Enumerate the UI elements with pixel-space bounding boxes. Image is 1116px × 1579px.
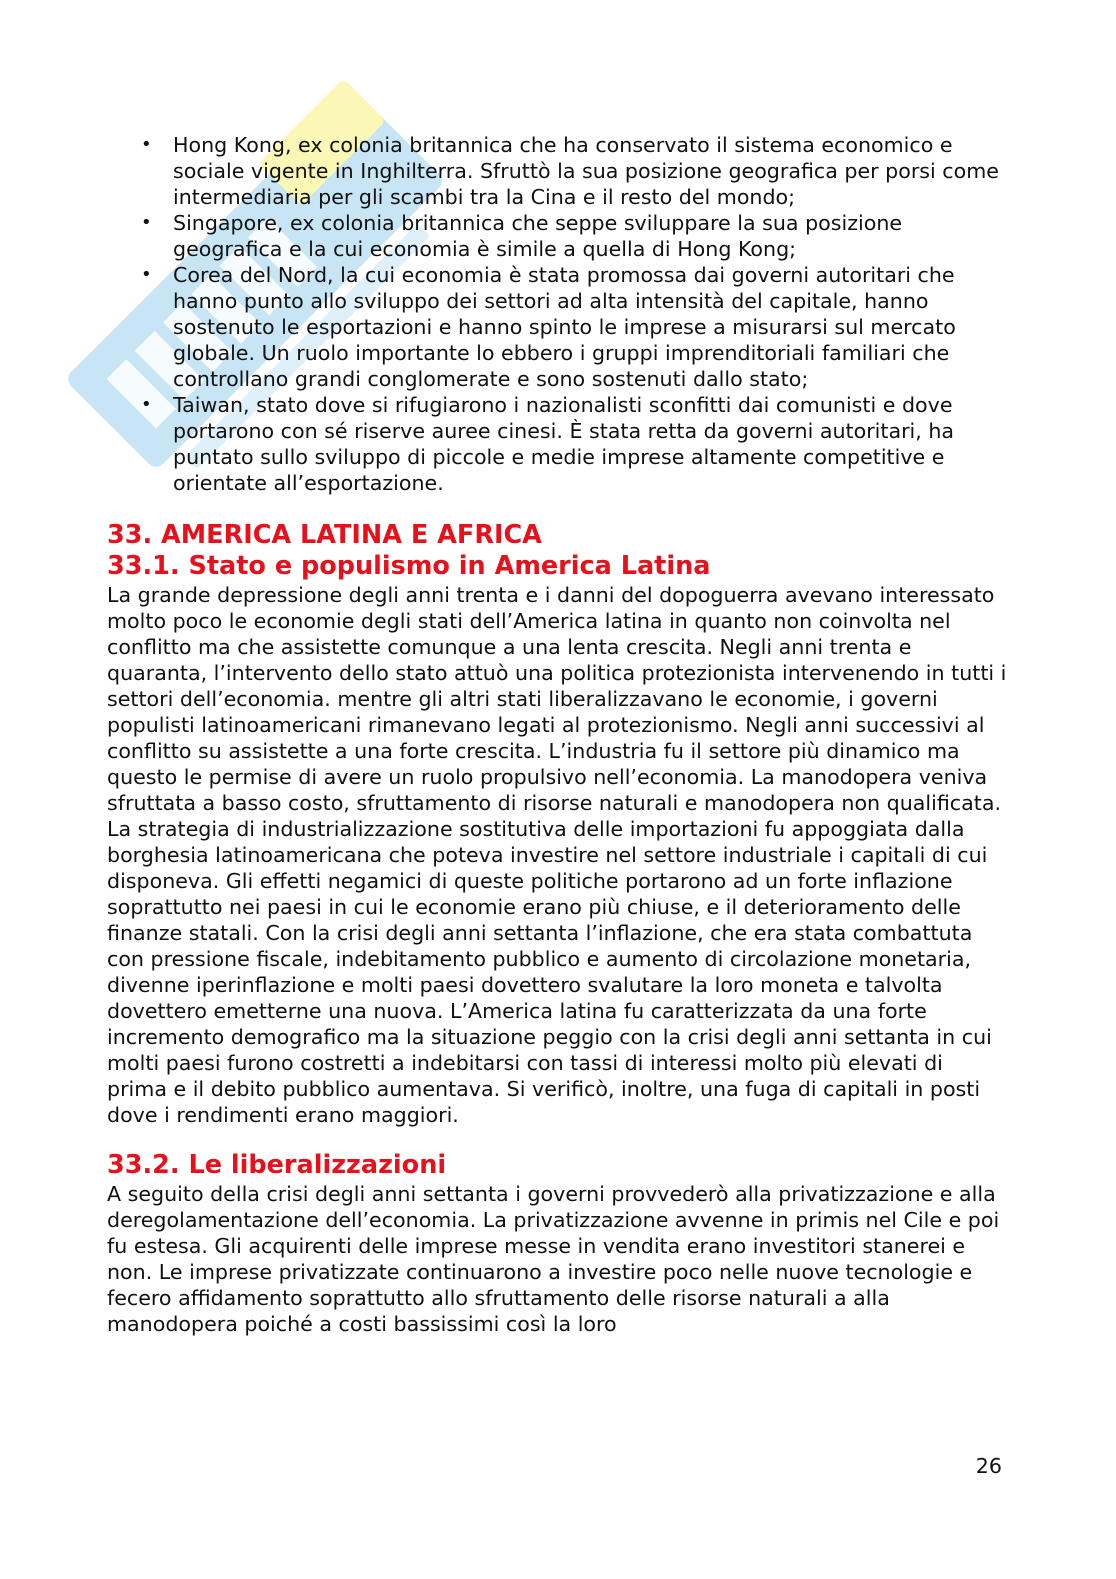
list-item-text: Singapore, ex colonia britannica che seppe sviluppare la sua posizione geografica e la cui economia è simile a quella di Hong Kong; <box>173 211 903 261</box>
section-body-liberalizations: A seguito della crisi degli anni settanta i governi provvederò alla privatizzazione e alla deregolamentazione dell’economia. La privatizzazione avvenne in primis nel Cile e poi fu estesa. Gli acquirenti delle imprese messe in vendita erano investitori stanerei e non. Le imprese privatizzate continuarono a investire poco nelle nuove tecnologie e fecero affidamento soprattutto allo sfruttamento delle risorse naturali a alla manodopera poiché a costi bassissimi così la loro <box>107 1182 1000 1336</box>
list-item <box>107 132 1007 210</box>
list-item <box>107 392 1007 496</box>
section-body-populism: La grande depressione degli anni trenta e i danni del dopoguerra avevano interessato molto poco le economie degli stati dell’America latina in quanto non coinvolta nel conflitto ma che assistette comunque a una lenta crescita. Negli anni trenta e quaranta, l’intervento dello stato attuò una politica protezionista intervenendo in tutti i settori dell’economia. mentre gli altri stati liberalizzavano le economie, i governi populisti latinoamericani rimanevano legati al protezionismo. Negli anni successivi al conflitto su assistette a una forte crescita. L’industria fu il settore più dinamico ma questo le permise di avere un ruolo propulsivo nell’economia. La manodopera veniva sfruttata a basso costo, sfruttamento di risorse naturali e manodopera non qualificata. La strategia di industrializzazione sostitutiva delle importazioni fu appoggiata dalla borghesia latinoamericana che poteva investire nel settore industriale i capitali di cui disponeva. Gli effetti negamici di queste politiche portarono ad un forte inflazione soprattutto nei paesi in cui le economie erano più chiuse, e il deterioramento delle finanze statali. Con la crisi degli anni settanta l’inflazione, che era stata combattuta con pressione fiscale, indebitamento pubblico e aumento di circolazione monetaria, divenne iperinflazione e molti paesi dovettero svalutare la loro moneta e talvolta dovettero emetterne una nuova. L’America latina fu caratterizzata da una forte incremento demografico ma la situazione peggio con la crisi degli anni settanta in cui molti paesi furono costretti a indebitarsi con tassi di interessi molto più elevati di prima e il debito pubblico aumentava. Si verificò, inoltre, una fuga di capitali in posti dove i rendimenti erano maggiori. <box>107 583 1007 1127</box>
bullet-icon: • <box>141 264 152 285</box>
bullet-icon: • <box>141 134 152 155</box>
page-content <box>107 132 1007 1337</box>
chapter-title: 33. AMERICA LATINA E AFRICA <box>107 520 542 550</box>
section-title-populism: 33.1. Stato e populismo in America Latina <box>107 551 711 581</box>
list-item <box>107 262 1007 392</box>
bullet-list <box>107 132 1007 496</box>
page-number: 26 <box>975 1454 1002 1478</box>
list-item-text: Corea del Nord, la cui economia è stata promossa dai governi autoritari che hanno punto allo sviluppo dei settori ad alta intensità del capitale, hanno sostenuto le esportazioni e hanno spinto le imprese a misurarsi sul mercato globale. Un ruolo importante lo ebbero i gruppi imprenditoriali familiari che controllano grandi conglomerate e sono sostenuti dallo stato; <box>173 263 956 391</box>
list-item <box>107 210 1007 262</box>
list-item-text: Taiwan, stato dove si rifugiarono i nazionalisti sconfitti dai comunisti e dove portarono con sé riserve auree cinesi. È stata retta da governi autoritari, ha puntato sullo sviluppo di piccole e medie imprese altamente competitive e orientate all’esportazione. <box>173 393 955 495</box>
bullet-icon: • <box>141 394 152 415</box>
list-item-text: Hong Kong, ex colonia britannica che ha conservato il sistema economico e sociale vigente in Inghilterra. Sfruttò la sua posizione geografica per porsi come intermediaria per gli scambi tra la Cina e il resto del mondo; <box>173 133 999 209</box>
bullet-icon: • <box>141 212 152 233</box>
section-title-liberalizations: 33.2. Le liberalizzazioni <box>107 1150 447 1180</box>
